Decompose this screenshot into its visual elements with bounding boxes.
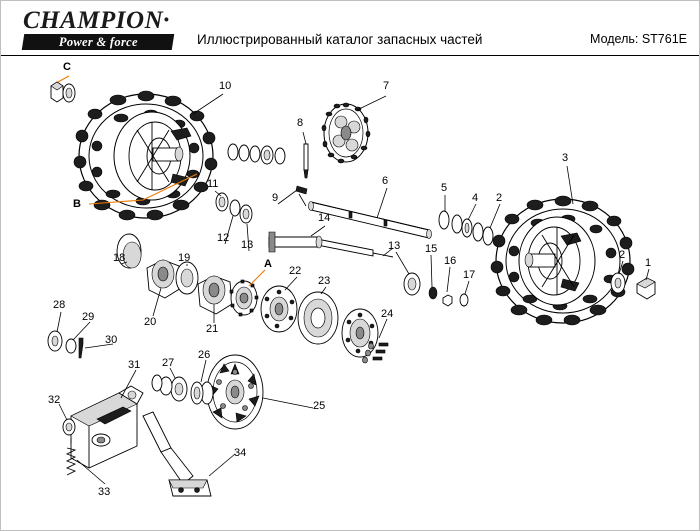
callout-C: C — [63, 61, 71, 73]
callout-1: 1 — [645, 257, 652, 269]
callout-10: 10 — [219, 80, 232, 92]
callout-33: 33 — [98, 486, 111, 498]
brand-tagline: Power & force — [58, 34, 138, 49]
callout-B: B — [73, 198, 81, 210]
callout-2b: 2 — [619, 249, 626, 261]
callout-5: 5 — [441, 182, 448, 194]
callout-4: 4 — [472, 192, 479, 204]
model-label: Модель: ST761E — [590, 32, 687, 46]
callout-27: 27 — [162, 357, 175, 369]
callout-28: 28 — [53, 299, 66, 311]
part-group-sprocket-7 — [322, 103, 370, 163]
callout-34: 34 — [234, 447, 247, 459]
part-group-axle-14 — [269, 232, 393, 257]
callout-13a: 13 — [241, 239, 254, 251]
callout-19: 19 — [178, 252, 191, 264]
callout-29: 29 — [82, 311, 95, 323]
part-group-right-wheel — [491, 196, 634, 325]
part-group-left-wheel — [74, 91, 217, 220]
part-group-axle-6 — [296, 144, 432, 239]
part-group-frame-31 — [71, 386, 211, 496]
callout-11: 11 — [207, 178, 219, 190]
callout-12: 12 — [217, 232, 230, 244]
callout-16: 16 — [444, 255, 457, 267]
callout-3: 3 — [562, 152, 569, 164]
brand-logo — [23, 8, 188, 50]
part-group-clip-C — [51, 82, 75, 102]
callout-2a: 2 — [496, 192, 503, 204]
page-header — [1, 1, 700, 55]
callout-A: A — [264, 258, 272, 270]
callout-21: 21 — [206, 323, 219, 335]
exploded-parts-diagram — [1, 56, 699, 530]
callout-14: 14 — [318, 212, 331, 224]
callout-22: 22 — [289, 265, 302, 277]
part-group-discs — [261, 286, 388, 363]
callout-32: 32 — [48, 394, 61, 406]
callout-26: 26 — [198, 349, 211, 361]
callout-6: 6 — [382, 175, 389, 187]
callout-20: 20 — [144, 316, 157, 328]
callout-24: 24 — [381, 308, 394, 320]
callout-17: 17 — [463, 269, 476, 281]
part-group-plate-25 — [207, 355, 263, 429]
callout-7: 7 — [383, 80, 390, 92]
callout-18: 18 — [113, 252, 126, 264]
callout-9: 9 — [272, 192, 279, 204]
callout-31: 31 — [128, 359, 141, 371]
brand-name: CHAMPION· — [23, 7, 170, 34]
callout-30: 30 — [105, 334, 118, 346]
part-group-washers-center — [216, 144, 493, 306]
page-title: Иллюстрированный каталог запасных частей — [197, 32, 483, 47]
part-group-housing-left — [117, 234, 232, 314]
callout-8: 8 — [297, 117, 304, 129]
callout-25: 25 — [313, 400, 326, 412]
callout-15: 15 — [425, 243, 438, 255]
part-group-bearings-26-27 — [152, 375, 213, 404]
brand-tagline-bar — [22, 34, 175, 50]
callout-23: 23 — [318, 275, 331, 287]
callout-13b: 13 — [388, 240, 401, 252]
part-group-gear-21 — [230, 280, 258, 316]
